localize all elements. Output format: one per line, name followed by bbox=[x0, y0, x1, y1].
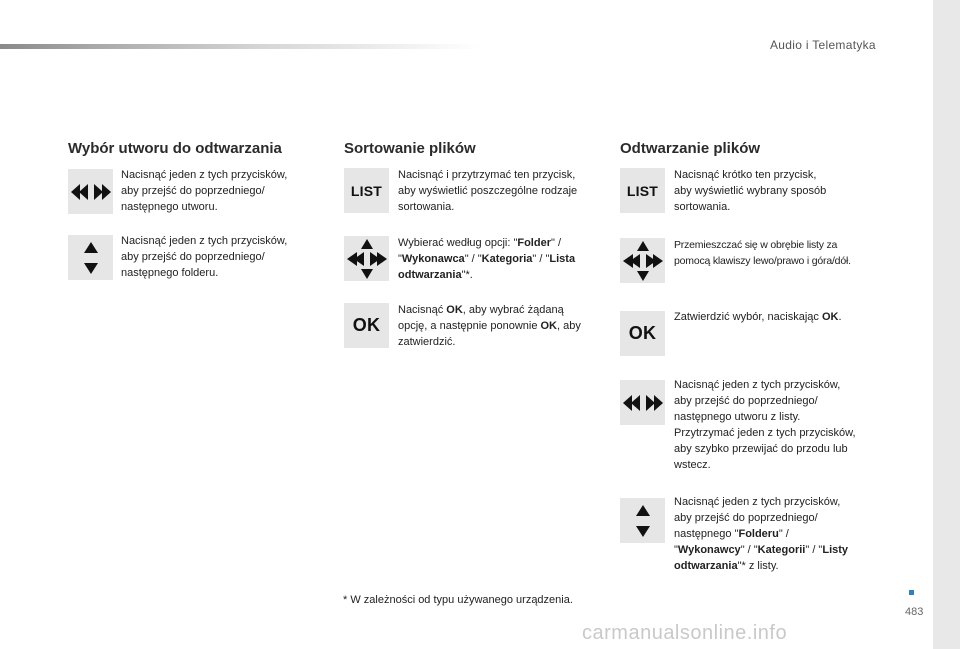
desc-track-prev-next: Nacisnąć jeden z tych przycisków, aby przejść do poprzedniego/ następnego utworu. bbox=[121, 169, 288, 213]
up-down-button[interactable] bbox=[68, 235, 113, 280]
column-title-sorting: Sortowanie plików bbox=[344, 140, 476, 157]
desc-sort-options: Wybierać według opcji: "Folder" / "Wykonawca" / "Kategoria" / "Lista odtwarzania"*. bbox=[398, 237, 576, 281]
four-way-arrows-icon bbox=[621, 239, 665, 283]
list-button[interactable] bbox=[620, 168, 665, 213]
prev-next-button[interactable] bbox=[68, 169, 113, 214]
desc-play-list-short: Nacisnąć krótko ten przycisk, aby wyświetlić wybrany sposób sortowania. bbox=[674, 169, 827, 213]
up-down-button[interactable] bbox=[620, 498, 665, 543]
desc-play-navigate: Przemieszczać się w obrębie listy za pomocą klawiszy lewo/prawo i góra/dół. bbox=[674, 239, 851, 267]
prev-next-button[interactable] bbox=[620, 380, 665, 425]
list-button[interactable] bbox=[344, 168, 389, 213]
desc-folder-prev-next: Nacisnąć jeden z tych przycisków, aby przejść do poprzedniego/ następnego folderu. bbox=[121, 235, 288, 279]
desc-sort-list-hold: Nacisnąć i przytrzymać ten przycisk, aby wyświetlić poszczególne rodzaje sortowania. bbox=[398, 169, 578, 213]
ok-button[interactable] bbox=[620, 311, 665, 356]
page-number: 483 bbox=[905, 606, 924, 618]
four-way-button[interactable] bbox=[344, 236, 389, 281]
four-way-arrows-icon bbox=[345, 237, 389, 281]
desc-sort-ok: Nacisnąć OK, aby wybrać żądaną opcję, a następnie ponownie OK, aby zatwierdzić. bbox=[398, 304, 581, 348]
ok-button[interactable] bbox=[344, 303, 389, 348]
watermark: carmanualsonline.info bbox=[582, 622, 788, 644]
desc-play-folder-prev-next: Nacisnąć jeden z tych przycisków, aby przejść do poprzedniego/ następnego "Folderu" / "Wykonawcy" / "Kategorii" / "Listy odtwarzania"* z listy. bbox=[674, 496, 849, 572]
column-title-playback: Odtwarzanie plików bbox=[620, 140, 761, 157]
header-gradient-bar bbox=[0, 44, 480, 49]
page-marker bbox=[909, 590, 914, 595]
list-button-label: LIST bbox=[626, 182, 659, 199]
up-down-icon bbox=[81, 239, 101, 277]
desc-play-ok: Zatwierdzić wybór, naciskając OK. bbox=[674, 311, 842, 323]
section-title: Audio i Telematyka bbox=[770, 38, 876, 52]
four-way-button[interactable] bbox=[620, 238, 665, 283]
footnote: * W zależności od typu używanego urządzenia. bbox=[343, 594, 573, 606]
prev-next-icon bbox=[69, 182, 113, 202]
desc-play-track-prev-next: Nacisnąć jeden z tych przycisków, aby przejść do poprzedniego/ następnego utworu z listy. Przytrzymać jeden z tych przycisków, aby szybko przewijać do przodu lub wstecz. bbox=[674, 379, 856, 471]
ok-button-label: OK bbox=[628, 323, 657, 343]
side-strip bbox=[933, 0, 960, 649]
up-down-icon bbox=[633, 502, 653, 540]
ok-button-label: OK bbox=[352, 315, 381, 335]
prev-next-icon bbox=[621, 393, 665, 413]
column-title-track-selection: Wybór utworu do odtwarzania bbox=[68, 140, 282, 157]
list-button-label: LIST bbox=[350, 182, 383, 199]
